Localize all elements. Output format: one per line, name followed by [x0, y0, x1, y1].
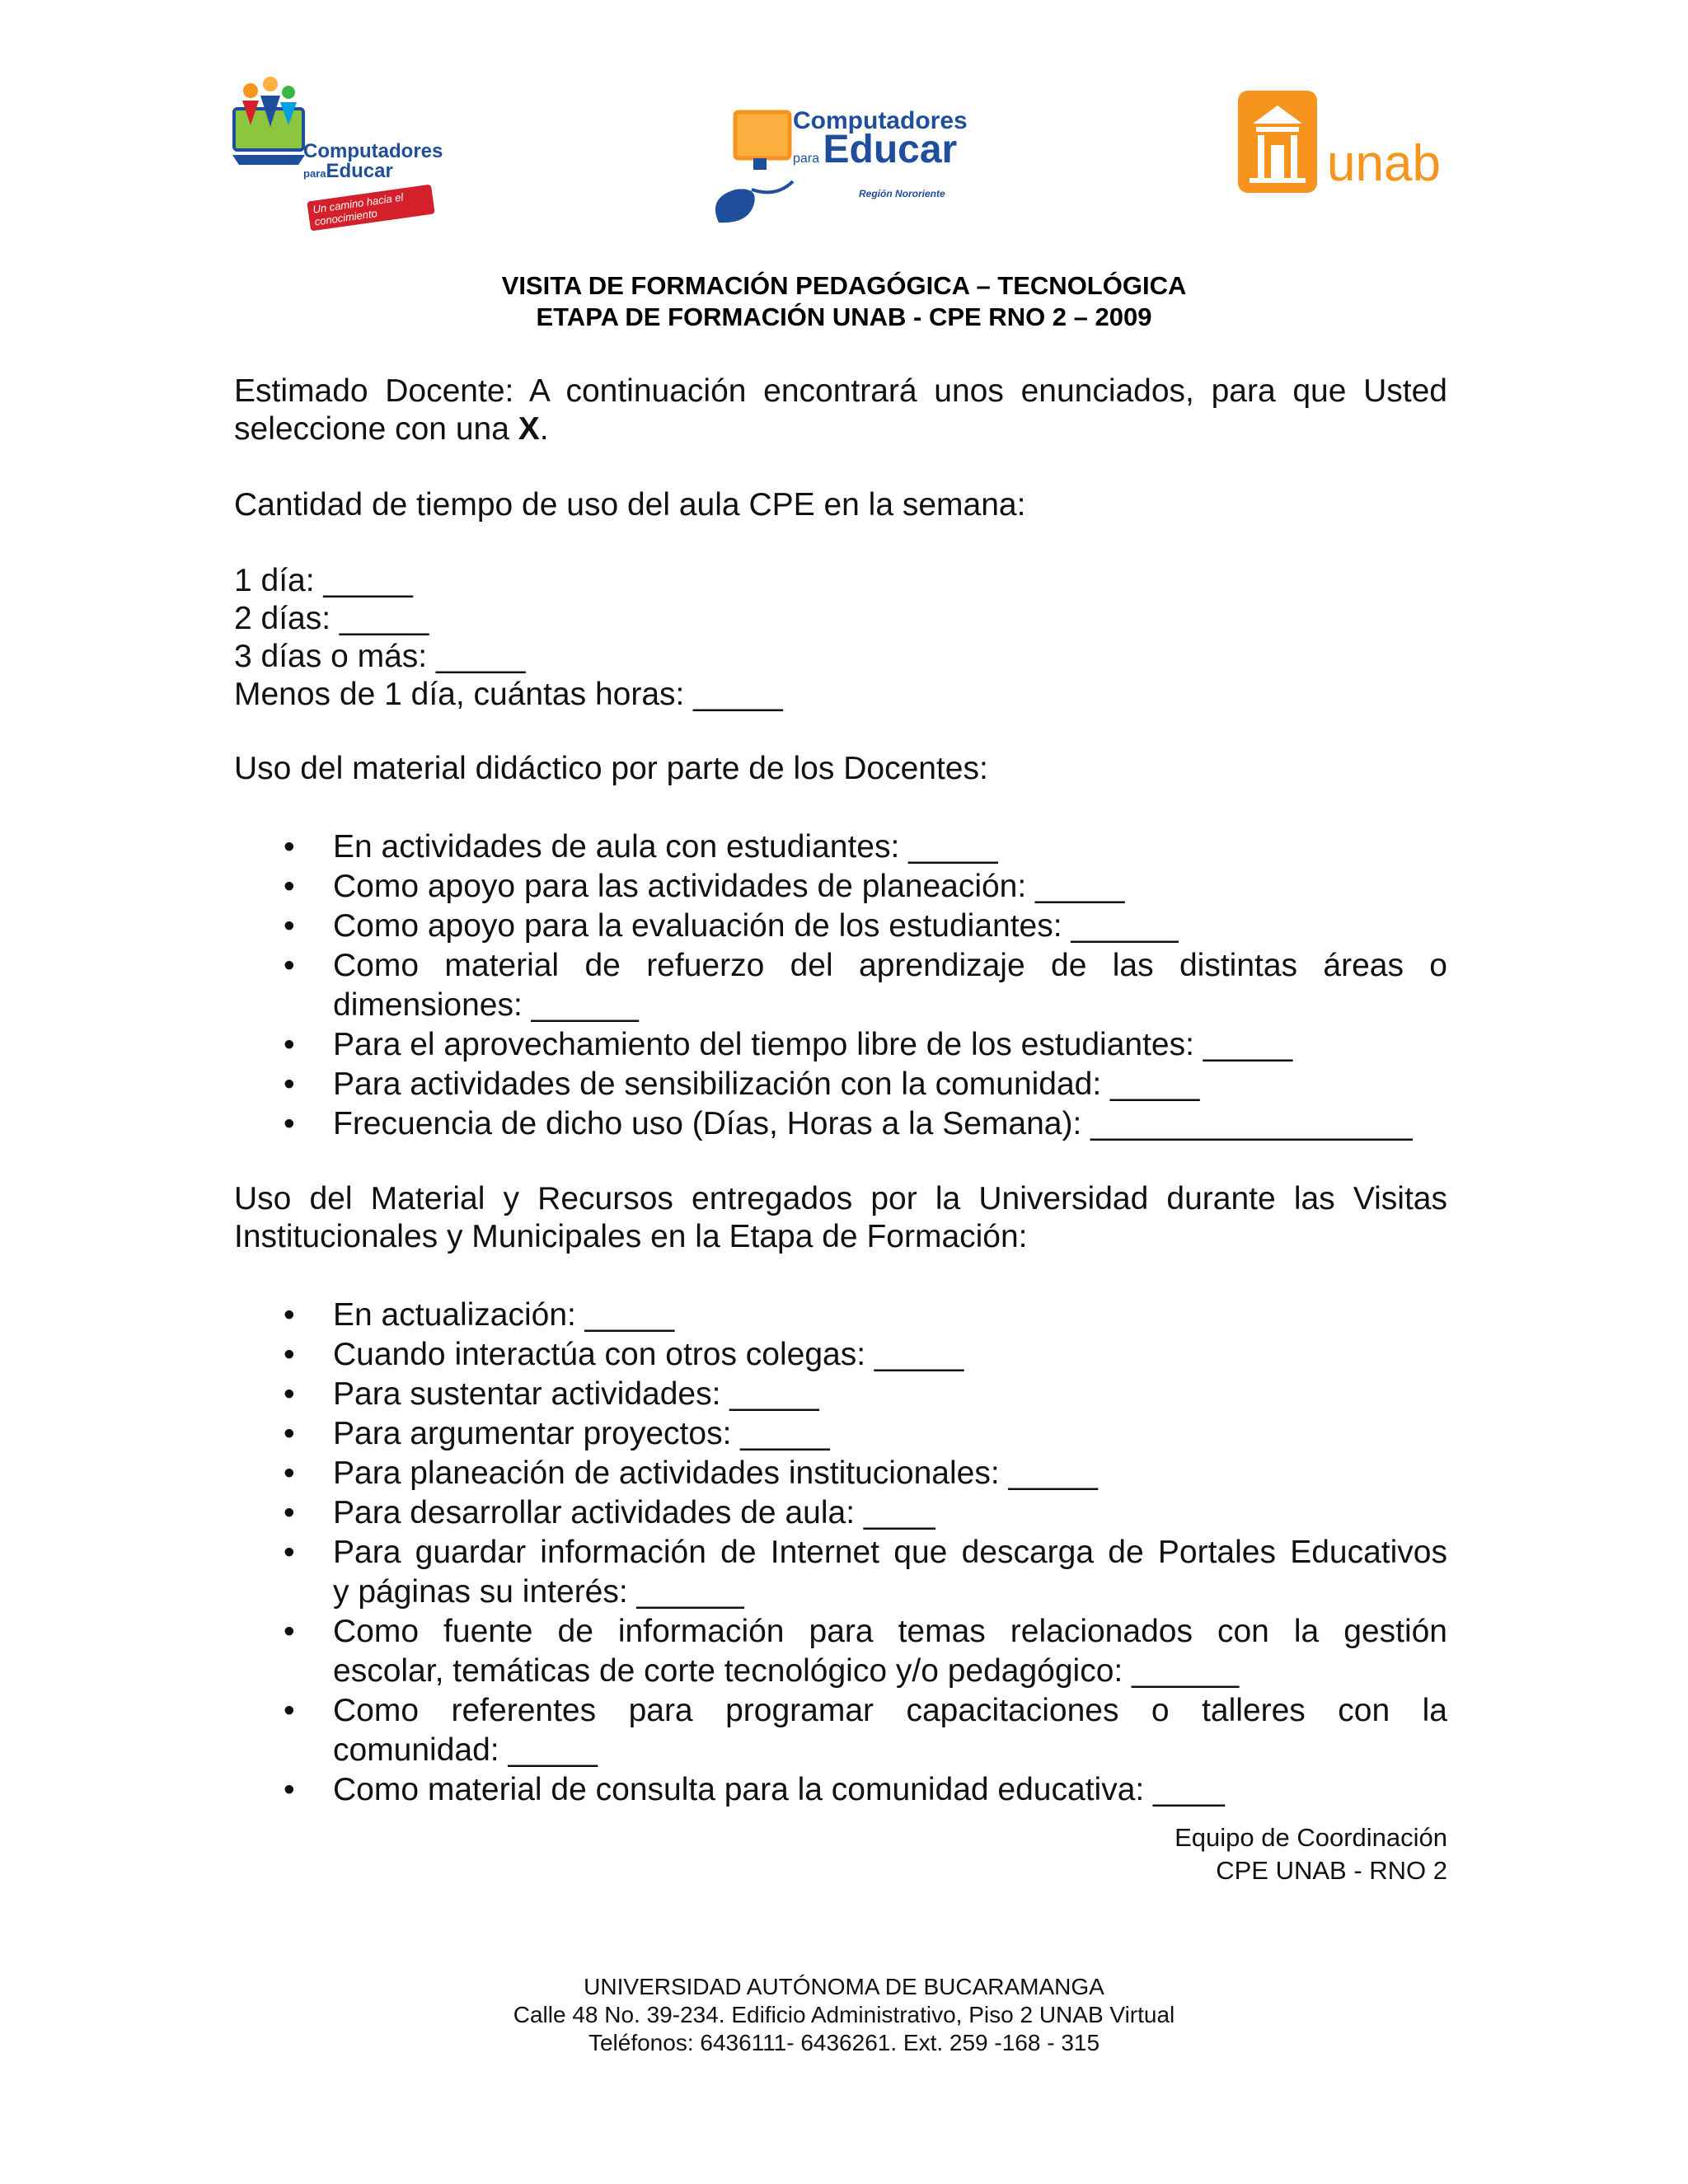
bullet-icon: [284, 946, 308, 986]
list-item: • Para argumentar proyectos: _____: [234, 1414, 1447, 1454]
list-item: • Como material de refuerzo del aprendizaje de las distintas áreas o dimensiones: ______: [234, 946, 1447, 1025]
bullet-icon: [284, 1414, 308, 1454]
bullet-icon: [284, 1104, 308, 1144]
children-figures-icon: [227, 76, 310, 166]
list-item: • Para guardar información de Internet que descarga de Portales Educativos y páginas su interés: ______: [234, 1533, 1447, 1612]
list-item: • Para sustentar actividades: _____: [234, 1375, 1447, 1414]
list-item: • Para el aprovechamiento del tiempo libre de los estudiantes: _____: [234, 1025, 1447, 1065]
bullet-icon: [284, 1025, 308, 1065]
logo-left-title: Computadores paraEducar: [303, 140, 443, 182]
time-option-2-days: 2 días: _____: [234, 601, 429, 636]
section3-list: [234, 1296, 1447, 1810]
section3-heading: [234, 1180, 1447, 1256]
bullet-icon: [284, 1454, 308, 1493]
list-item: • En actividades de aula con estudiantes: _____: [234, 827, 1447, 867]
list-item: • Cuando interactúa con otros colegas: _____: [234, 1335, 1447, 1375]
footer-address: Calle 48 No. 39-234. Edificio Administrativo, Piso 2 UNAB Virtual: [513, 2002, 1175, 2027]
footer-phones: Teléfonos: 6436111- 6436261. Ext. 259 -168 - 315: [588, 2030, 1100, 2055]
bullet-icon: [284, 827, 308, 867]
list-item: • Para actividades de sensibilización con la comunidad: _____: [234, 1065, 1447, 1104]
list-item: • Como apoyo para la evaluación de los estudiantes: ______: [234, 907, 1447, 946]
computer-mouse-icon: [702, 107, 801, 231]
logo-unab: [1238, 91, 1444, 198]
bullet-icon: [284, 1335, 308, 1375]
logo-left-slogan: Un camino hacia el conocimiento: [307, 185, 435, 232]
bullet-icon: [284, 1770, 308, 1810]
bullet-icon: [284, 1375, 308, 1414]
time-option-1-day: 1 día: _____: [234, 563, 413, 598]
section2-heading: Uso del material didáctico por parte de los Docentes:: [234, 751, 988, 786]
list-item: • Para desarrollar actividades de aula: ____: [234, 1493, 1447, 1533]
list-item: • Para planeación de actividades institucionales: _____: [234, 1454, 1447, 1493]
section3-heading-line-2: Institucionales y Municipales en la Etapa de Formación:: [234, 1219, 1028, 1254]
section3-heading-line-1: Uso del Material y Recursos entregados por la Universidad durante las Visitas: [234, 1181, 1447, 1216]
section2-list: [234, 827, 1447, 1144]
time-option-less-than-day: Menos de 1 día, cuántas horas: _____: [234, 677, 783, 712]
section1-list: [234, 562, 1447, 714]
bullet-icon: [284, 867, 308, 907]
list-item: • Como material de consulta para la comunidad educativa: ____: [234, 1770, 1447, 1810]
logo-unab-text: unab: [1327, 135, 1441, 192]
document-title-1: VISITA DE FORMACIÓN PEDAGÓGICA – TECNOLÓGICA: [501, 271, 1187, 300]
bullet-icon: [284, 907, 308, 946]
bullet-icon: [284, 1612, 308, 1652]
list-item: • En actualización: _____: [234, 1296, 1447, 1335]
list-item: • Como referentes para programar capacitaciones o talleres con la comunidad: _____: [234, 1691, 1447, 1770]
intro-paragraph: [234, 373, 1447, 448]
bullet-icon: [284, 1065, 308, 1104]
unab-building-icon: [1238, 91, 1317, 193]
bullet-icon: [284, 1296, 308, 1335]
logo-center-title: Computadores para Educar: [793, 107, 968, 171]
list-item: • Como fuente de información para temas relacionados con la gestión escolar, temáticas de corte tecnológico y/o pedagógico: ______: [234, 1612, 1447, 1691]
list-item: • Frecuencia de dicho uso (Días, Horas a la Semana): __________________: [234, 1104, 1447, 1144]
logo-bar: [0, 66, 1688, 231]
logo-computadores-left: [227, 76, 443, 228]
logo-computadores-center: [702, 107, 968, 231]
logo-center-region: Región Nororiente: [859, 188, 945, 199]
document-title-2: ETAPA DE FORMACIÓN UNAB - CPE RNO 2 – 2009: [536, 302, 1152, 331]
time-option-3-days: 3 días o más: _____: [234, 639, 526, 674]
list-item: • Como apoyo para las actividades de planeación: _____: [234, 867, 1447, 907]
bullet-icon: [284, 1691, 308, 1731]
intro-bold-x: X: [518, 411, 540, 447]
intro-line-1: Estimado Docente: A continuación encontrará unos enunciados, para que Usted: [234, 373, 1447, 409]
footer-institution: UNIVERSIDAD AUTÓNOMA DE BUCARAMANGA: [584, 1974, 1104, 1999]
bullet-icon: [284, 1493, 308, 1533]
section1-heading: Cantidad de tiempo de uso del aula CPE en la semana:: [234, 487, 1026, 523]
bullet-icon: [284, 1533, 308, 1572]
signature-line-1: Equipo de Coordinación: [1175, 1823, 1447, 1852]
signature-block: [1175, 1821, 1447, 1887]
signature-line-2: CPE UNAB - RNO 2: [1216, 1856, 1447, 1885]
footer: [0, 1973, 1688, 2057]
intro-line-2: seleccione con una X.: [234, 411, 549, 447]
